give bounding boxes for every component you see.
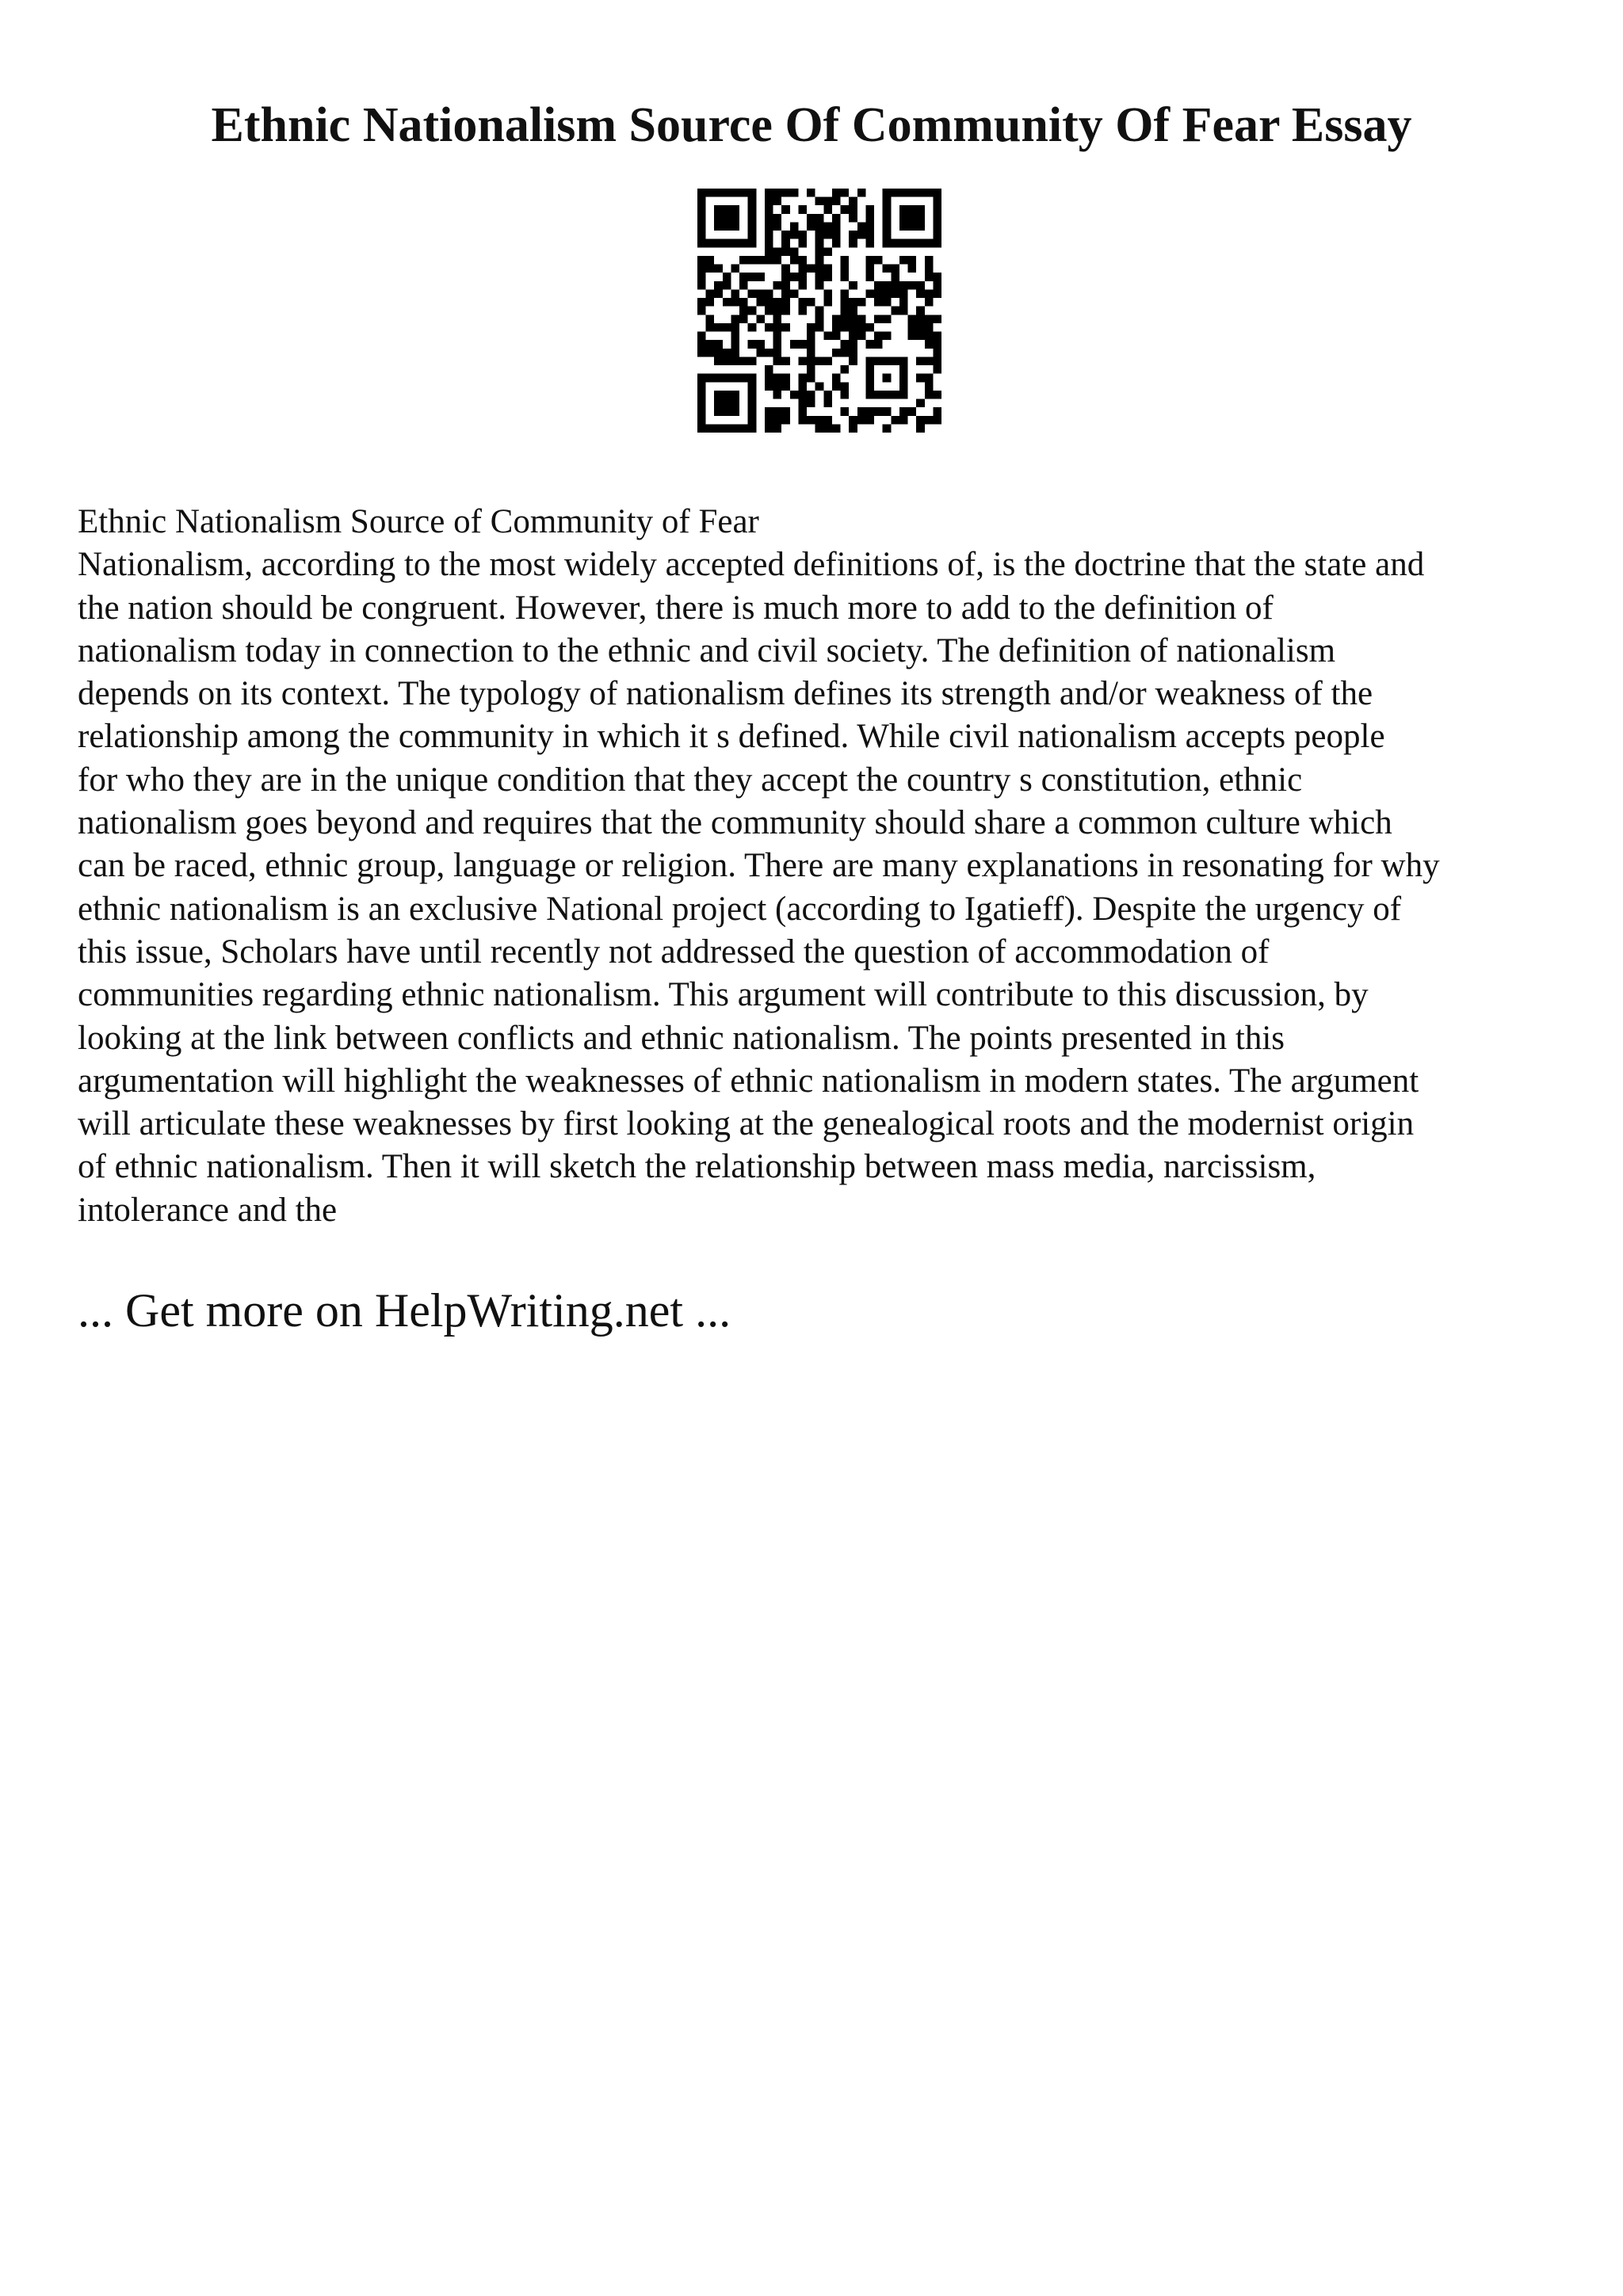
get-more-link[interactable]: ... Get more on HelpWriting.net ... (78, 1284, 731, 1337)
essay-line: will articulate these weaknesses by first looking at the genealogical roots and the modernist origin (78, 1105, 1415, 1143)
essay-line: nationalism today in connection to the ethnic and civil society. The definition of nationalism (78, 631, 1336, 669)
essay-line: ethnic nationalism is an exclusive National project (according to Igatieff). Despite the urgency of (78, 890, 1402, 928)
essay-line: of ethnic nationalism. Then it will sketch the relationship between mass media, narcissism, (78, 1148, 1316, 1186)
essay-line: for who they are in the unique condition that they accept the country s constitution, ethnic (78, 761, 1303, 799)
essay-line: communities regarding ethnic nationalism. This argument will contribute to this discussion, by (78, 976, 1369, 1014)
essay-line: can be raced, ethnic group, language or religion. There are many explanations in resonating for why (78, 847, 1440, 885)
essay-subheading: Ethnic Nationalism Source of Community of Fear (78, 503, 759, 540)
essay-line: nationalism goes beyond and requires that the community should share a common culture which (78, 804, 1392, 842)
essay-paragraph (78, 543, 1568, 1232)
essay-line: the nation should be congruent. However, there is much more to add to the definition of (78, 589, 1274, 627)
essay-line: depends on its context. The typology of nationalism defines its strength and/or weakness of the (78, 675, 1373, 713)
essay-line: argumentation will highlight the weaknesses of ethnic nationalism in modern states. The argument (78, 1062, 1419, 1100)
essay-line: intolerance and the (78, 1191, 338, 1229)
qr-code-icon (697, 189, 941, 433)
essay-line: this issue, Scholars have until recently not addressed the question of accommodation of (78, 933, 1270, 971)
essay-line: relationship among the community in which it s defined. While civil nationalism accepts people (78, 718, 1385, 756)
document-title: Ethnic Nationalism Source Of Community Of Fear Essay (211, 98, 1412, 152)
essay-line: looking at the link between conflicts and ethnic nationalism. The points presented in this (78, 1019, 1285, 1057)
essay-line: Nationalism, according to the most widely accepted definitions of, is the doctrine that the state and (78, 546, 1425, 584)
essay-excerpt (78, 501, 1568, 1232)
